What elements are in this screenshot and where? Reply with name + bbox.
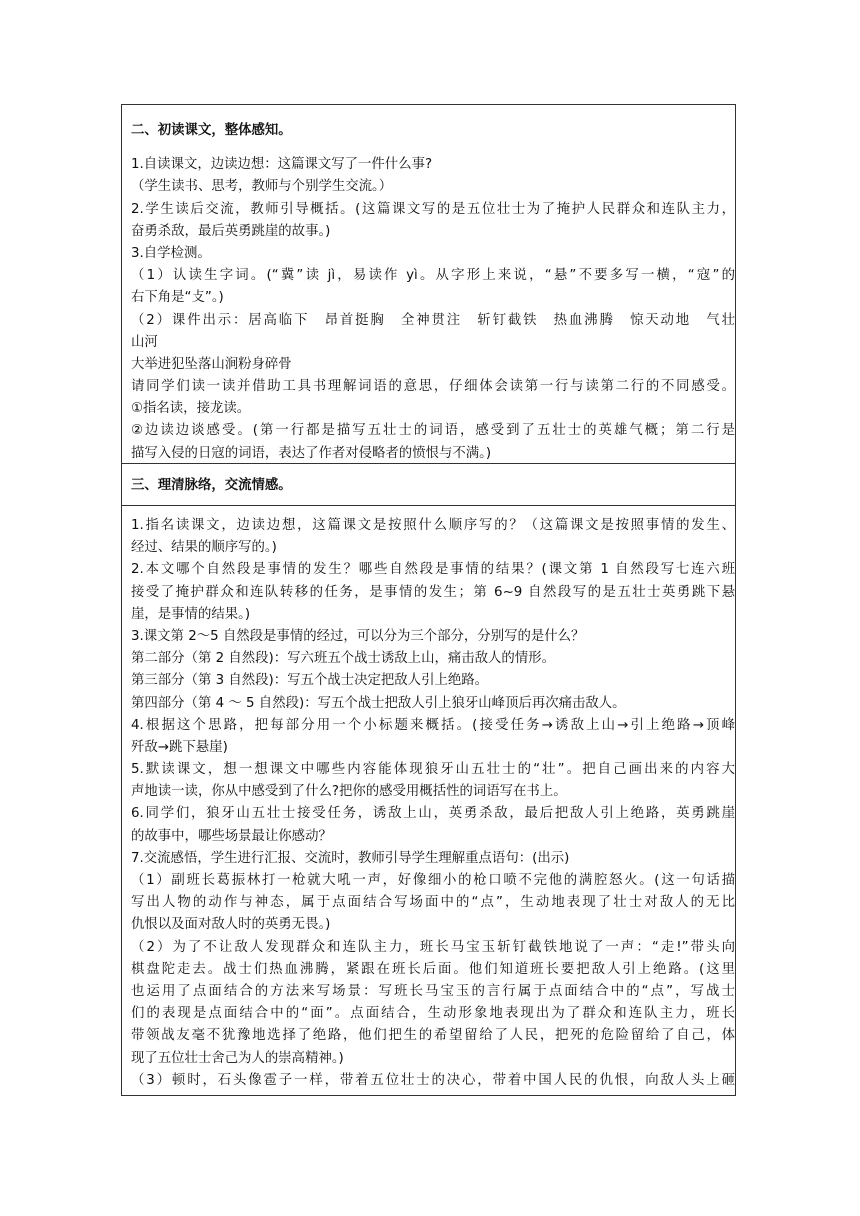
text-line: 们的表现是点面结合中的“面”。点面结合，生动形象地表现出为了群众和连队主力，班长 — [131, 1006, 735, 1022]
text-line: 第四部分（第 4 ～ 5 自然段)：写五个战士把敌人引上狼牙山峰顶后再次痛击敌人。 — [131, 695, 626, 711]
text-line: 现了五位壮士舍己为人的崇高精神。) — [131, 1050, 344, 1066]
text-line: 写出人物的动作与神态，属于点面结合写场面中的“点”，生动地表现了壮士对敌人的无比 — [131, 895, 735, 911]
text-line: 奋勇杀敌，最后英勇跳崖的故事。) — [131, 223, 331, 239]
section-3-heading: 三、理清脉络，交流情感。 — [131, 478, 292, 493]
text-line: 接受了掩护群众和连队转移的任务，是事情的发生；第 6~9 自然段写的是五壮士英勇跳下悬 — [131, 584, 735, 600]
text-line: 棋盘陀走去。战士们热血沸腾，紧跟在班长后面。他们知道班长要把敌人引上绝路。(这里 — [131, 961, 735, 977]
text-line: （1）认读生字词。(“冀”读 jì，易读作 yì。从字形上来说，“悬”不要多写一横，“寇”的 — [131, 268, 735, 284]
text-line: 6.同学们，狼牙山五壮士接受任务，诱敌上山，英勇杀敌，最后把敌人引上绝路，英勇跳崖 — [131, 806, 735, 822]
text-line: 2.本文哪个自然段是事情的发生？哪些自然段是事情的结果？(课文第 1 自然段写七连六班 — [131, 562, 735, 578]
text-line: 3.课文第 2～5 自然段是事情的经过，可以分为三个部分，分别写的是什么？ — [131, 628, 585, 644]
text-line: 右下角是“攴”。) — [131, 290, 224, 306]
lesson-plan-table — [121, 104, 736, 1096]
text-line: 的故事中，哪些场景最让你感动？ — [131, 828, 332, 844]
text-line: 4.根据这个思路，把每部分用一个小标题来概括。(接受任务→诱敌上山→引上绝路→顶峰 — [131, 717, 735, 733]
text-line: 1.指名读课文，边读边想，这篇课文是按照什么顺序写的？（这篇课文是按照事情的发生、 — [131, 518, 735, 533]
text-line: ①指名读，接龙读。 — [131, 401, 251, 417]
text-line: 请同学们读一读并借助工具书理解词语的意思，仔细体会读第一行与读第二行的不同感受。 — [131, 379, 735, 395]
section-2-cell — [122, 105, 735, 464]
text-line: 第三部分（第 3 自然段)：写五个战士决定把敌人引上绝路。 — [131, 673, 489, 689]
text-line: （1）副班长葛振林打一枪就大吼一声，好像细小的枪口喷不完他的满腔怒火。(这一句话描 — [131, 873, 735, 888]
section-2-heading: 二、初读课文，整体感知。 — [131, 123, 292, 138]
text-line: 1.自读课文，边读边想：这篇课文写了一件什么事? — [131, 157, 433, 173]
section-3-cell — [122, 506, 735, 1096]
text-line: 声地读一读，你从中感受到了什么?把你的感受用概括性的词语写在书上。 — [131, 784, 567, 800]
text-line: 大举进犯坠落山涧粉身碎骨 — [131, 356, 292, 372]
text-line: 歼敌→跳下悬崖) — [131, 739, 228, 755]
text-line: 7.交流感悟，学生进行汇报、交流时，教师引导学生理解重点语句：(出示) — [131, 850, 570, 866]
text-line: 经过、结果的顺序写的。) — [131, 540, 277, 556]
text-line: 带领战友毫不犹豫地选择了绝路，他们把生的希望留给了人民，把死的危险留给了自己，体 — [131, 1028, 735, 1044]
text-line: 山河 — [131, 334, 158, 350]
section-3-heading-cell — [122, 464, 735, 506]
text-line: 描写入侵的日寇的词语，表达了作者对侵略者的愤恨与不满。) — [131, 445, 492, 461]
spacer — [131, 142, 735, 154]
text-line: （2）为了不让敌人发现群众和连队主力，班长马宝玉斩钉截铁地说了一声：“走!”带头向 — [131, 939, 735, 955]
text-line: 第二部分（第 2 自然段)：写六班五个战士诱敌上山，痛击敌人的情形。 — [131, 651, 555, 667]
text-line: 崖，是事情的结果。) — [131, 606, 251, 622]
text-line: ②边读边谈感受。(第一行都是描写五壮士的词语，感受到了五壮士的英雄气概；第二行是 — [131, 423, 735, 439]
text-line: 2.学生读后交流，教师引导概括。(这篇课文写的是五位壮士为了掩护人民群众和连队主力， — [131, 201, 735, 217]
text-line: 也运用了点面结合的方法来写场景：写班长马宝玉的言行属于点面结合中的“点”，写战士 — [131, 983, 735, 999]
text-line: （3）顿时，石头像雹子一样，带着五位壮士的决心，带着中国人民的仇恨，向敌人头上砸 — [131, 1072, 735, 1088]
text-line: 仇恨以及面对敌人时的英勇无畏。) — [131, 917, 331, 933]
text-line: 3.自学检测。 — [131, 245, 211, 261]
text-line: （学生读书、思考，教师与个别学生交流。） — [131, 179, 393, 195]
text-line: 5.默读课文，想一想课文中哪些内容能体现狼牙山五壮士的“壮”。把自己画出来的内容大 — [131, 762, 735, 778]
text-line: （2）课件出示：居高临下 昂首挺胸 全神贯注 斩钉截铁 热血沸腾 惊天动地 气壮 — [131, 312, 735, 328]
